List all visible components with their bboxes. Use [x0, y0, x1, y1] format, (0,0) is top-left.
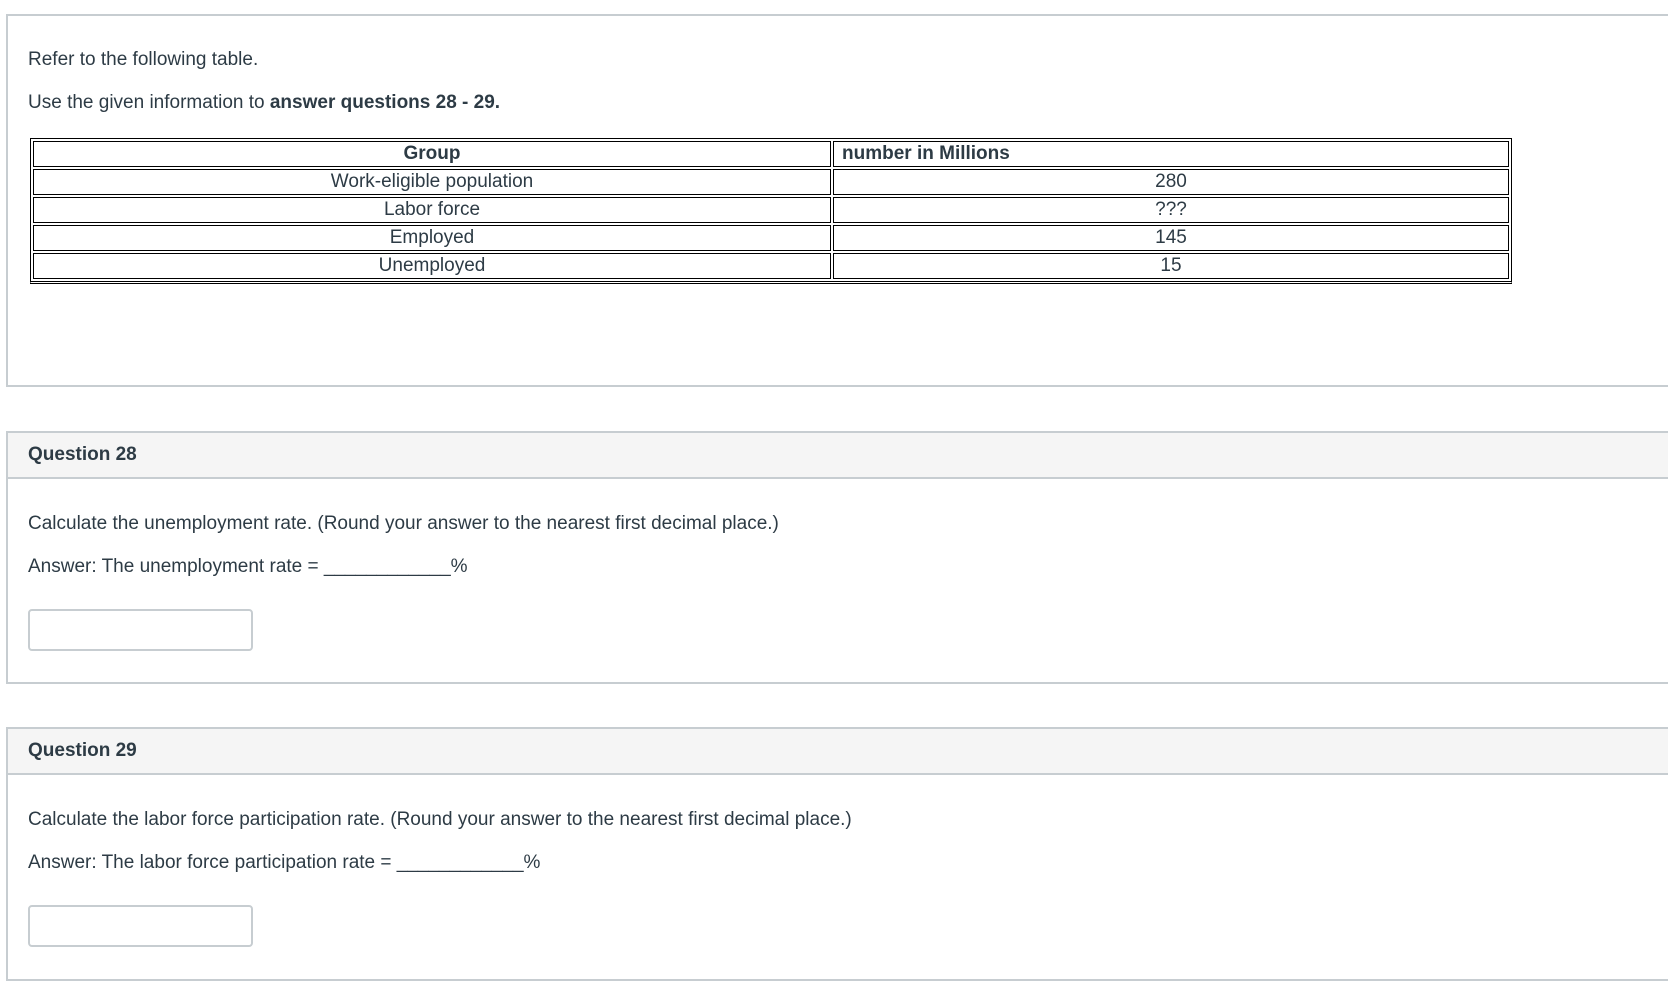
table-row [33, 169, 1509, 195]
question-29-title: Question 29 [8, 729, 1668, 775]
question-28-panel [6, 431, 1668, 684]
question-29-answer-line: Answer: The labor force participation rate = ____________% [28, 852, 541, 873]
info-instruction-prefix: Use the given information to [28, 92, 270, 113]
table-header-row [33, 141, 1509, 167]
table-row [33, 225, 1509, 251]
table-cell-group: Employed [33, 225, 831, 251]
table-cell-number: 280 [833, 169, 1509, 195]
question-28-title: Question 28 [8, 433, 1668, 479]
data-table [30, 138, 1512, 284]
info-instruction-text [28, 92, 500, 114]
table-cell-group: Unemployed [33, 253, 831, 279]
info-instruction-bold: answer questions 28 - 29. [269, 92, 501, 113]
table-header-group: Group [33, 141, 831, 167]
table-cell-number: 15 [833, 253, 1509, 279]
info-panel [6, 14, 1668, 387]
question-28-prompt: Calculate the unemployment rate. (Round your answer to the nearest first decimal place.) [28, 513, 779, 534]
question-29-panel [6, 727, 1668, 981]
question-28-answer-line: Answer: The unemployment rate = ____________% [28, 556, 468, 577]
table-row [33, 253, 1509, 279]
question-28-answer-input[interactable] [28, 609, 253, 651]
question-29-prompt: Calculate the labor force participation rate. (Round your answer to the nearest first decimal place.) [28, 809, 852, 830]
table-cell-group: Labor force [33, 197, 831, 223]
question-29-answer-input[interactable] [28, 905, 253, 947]
table-cell-group: Work-eligible population [33, 169, 831, 195]
info-intro-text: Refer to the following table. [28, 49, 259, 70]
table-cell-number: 145 [833, 225, 1509, 251]
table-cell-number: ??? [833, 197, 1509, 223]
table-header-number: number in Millions [833, 141, 1509, 167]
table-row [33, 197, 1509, 223]
